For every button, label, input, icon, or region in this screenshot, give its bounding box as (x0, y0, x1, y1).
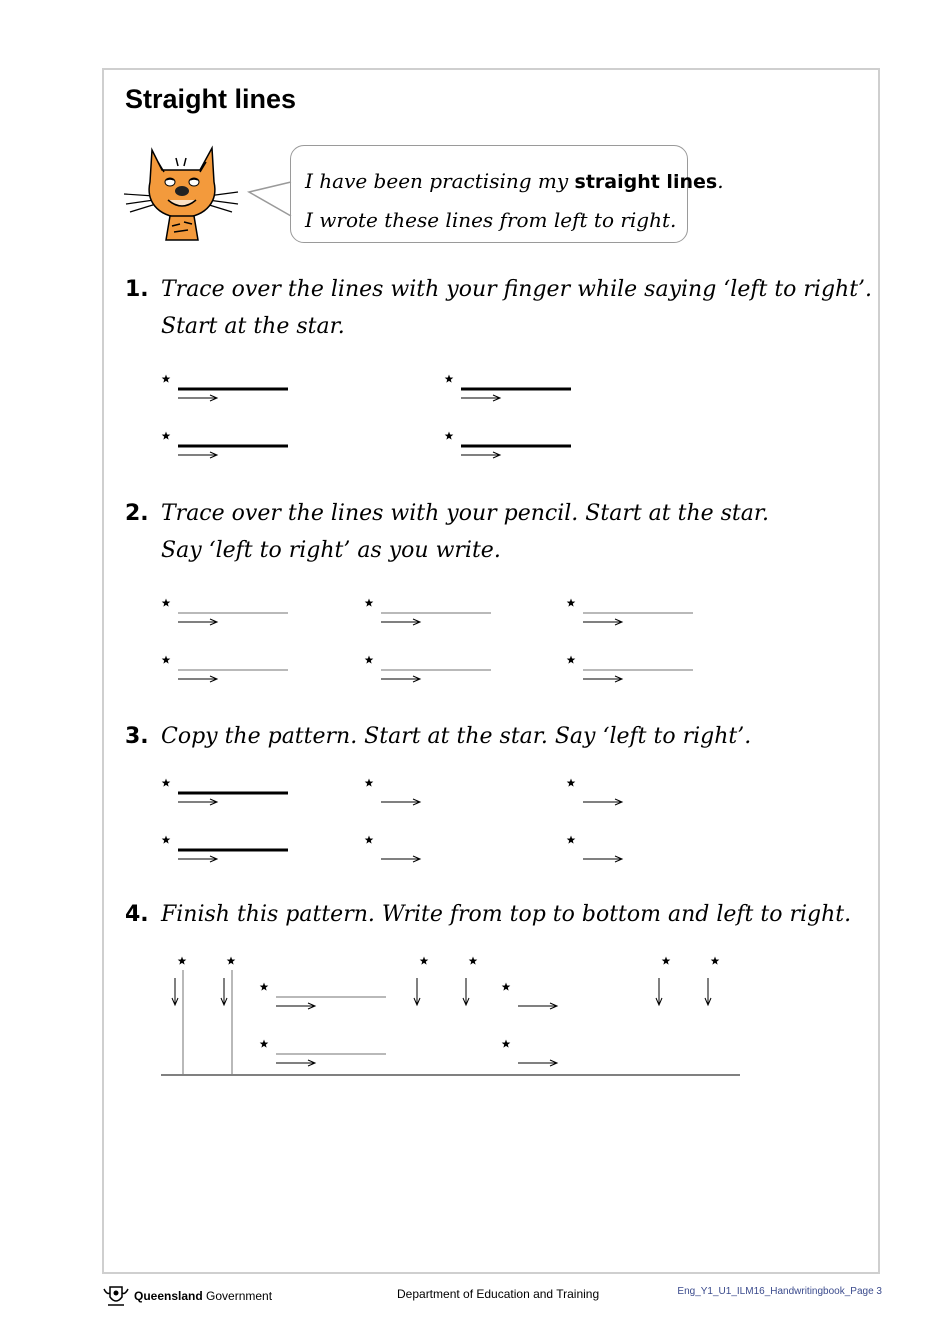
page-reference: Eng_Y1_U1_ILM16_Handwritingbook_Page 3 (677, 1286, 882, 1297)
speech-bold-text: straight lines (574, 171, 718, 193)
start-star-icon (502, 1040, 511, 1048)
start-star-icon (162, 432, 171, 440)
question-number: 4. (125, 902, 149, 927)
question-text: Finish this pattern. Write from top to bottom and left to right. (161, 902, 852, 927)
start-star-icon (711, 957, 720, 965)
start-star-icon (445, 432, 454, 440)
speech-text-end: . (717, 169, 724, 193)
start-star-icon (420, 957, 429, 965)
start-star-icon (445, 375, 454, 383)
question-text: Copy the pattern. Start at the star. Say ‘left to right’. (161, 724, 752, 749)
start-star-icon (162, 779, 171, 787)
question-number: 2. (125, 501, 149, 526)
gov-logo (102, 1283, 272, 1309)
start-star-icon (178, 957, 187, 965)
question-text-line-2: Say ‘left to right’ as you write. (161, 538, 501, 563)
start-star-icon (567, 836, 576, 844)
start-star-icon (260, 983, 269, 991)
start-star-icon (365, 779, 374, 787)
coat-of-arms-icon (102, 1283, 130, 1309)
start-star-icon (567, 779, 576, 787)
start-star-icon (260, 1040, 269, 1048)
gov-name-bold: Queensland (134, 1289, 203, 1303)
start-star-icon (162, 836, 171, 844)
start-star-icon (567, 599, 576, 607)
page-title: Straight lines (125, 84, 297, 114)
start-star-icon (227, 957, 236, 965)
start-star-icon (502, 983, 511, 991)
department-name: Department of Education and Training (397, 1287, 600, 1301)
question-text-line-2: Start at the star. (161, 314, 345, 339)
start-star-icon (162, 375, 171, 383)
start-star-icon (365, 836, 374, 844)
gov-name-rest: Government (202, 1289, 273, 1303)
start-star-icon (162, 599, 171, 607)
start-star-icon (365, 656, 374, 664)
question-number: 3. (125, 724, 149, 749)
start-star-icon (469, 957, 478, 965)
question-text: Trace over the lines with your finger while saying ‘left to right’. (161, 277, 873, 302)
speech-line-2: I wrote these lines from left to right. (305, 208, 677, 232)
question-text: Trace over the lines with your pencil. Start at the star. (161, 501, 769, 526)
start-star-icon (662, 957, 671, 965)
start-star-icon (365, 599, 374, 607)
start-star-icon (162, 656, 171, 664)
start-star-icon (567, 656, 576, 664)
question-number: 1. (125, 277, 149, 302)
speech-text: I have been practising my (305, 169, 575, 193)
gov-name (134, 1289, 272, 1303)
